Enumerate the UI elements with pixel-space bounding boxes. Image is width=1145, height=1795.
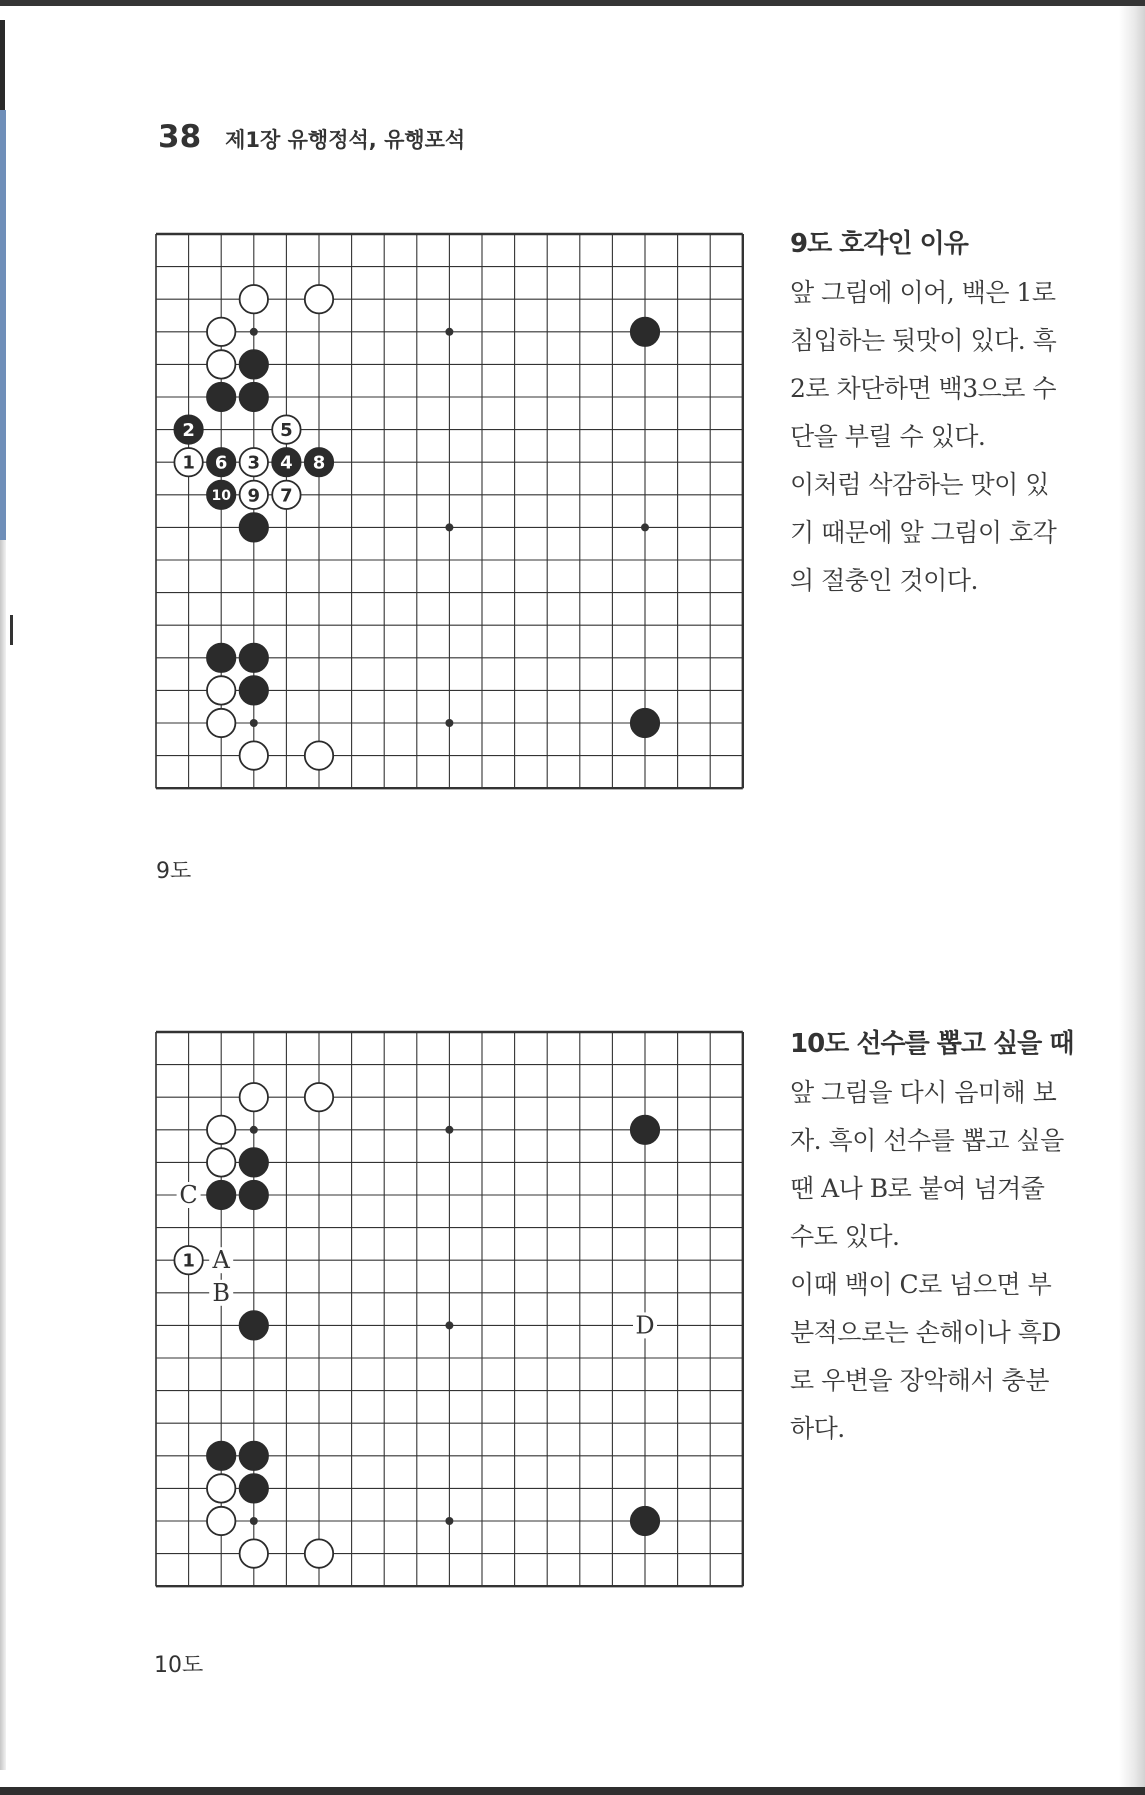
- body-line: 땐 A나 B로 붙여 넘겨줄: [790, 1174, 1045, 1203]
- star-point: [445, 1126, 453, 1134]
- black-stone: [631, 1507, 659, 1535]
- body-line: 자. 흑이 선수를 뽑고 싶을: [790, 1126, 1064, 1155]
- body-line: 2로 차단하면 백3으로 수: [790, 374, 1057, 403]
- black-stone: [631, 1116, 659, 1144]
- go-board-diagram-10: [150, 1026, 749, 1592]
- move-number-label: 9: [247, 485, 261, 507]
- page-top-edge: [0, 0, 1145, 6]
- coordinate-label: A: [212, 1246, 230, 1275]
- move-number-label: 2: [182, 420, 195, 442]
- black-stone: [207, 1442, 235, 1470]
- book-gutter: [0, 540, 6, 1770]
- diagram-10-text: [790, 1023, 1120, 1453]
- star-point: [445, 1517, 453, 1525]
- page-right-edge: [1119, 6, 1145, 1787]
- black-stone: [240, 1442, 268, 1470]
- coordinate-label: D: [635, 1311, 655, 1340]
- white-stone: [305, 741, 333, 769]
- chapter-title: 제1장 유행정석, 유행포석: [225, 128, 466, 152]
- page-number: 38: [158, 119, 202, 155]
- body-line: 앞 그림을 다시 음미해 보: [790, 1078, 1057, 1107]
- body-line: 의 절충인 것이다.: [790, 566, 978, 595]
- move-number-label: 8: [312, 452, 326, 474]
- body-line: 이때 백이 C로 넘으면 부: [790, 1270, 1052, 1299]
- white-stone: [305, 285, 333, 313]
- white-stone: [240, 1083, 268, 1111]
- diagram-9-caption: 9도: [156, 859, 192, 884]
- black-stone: [240, 513, 268, 541]
- black-stone: [240, 676, 268, 704]
- white-stone: [207, 350, 235, 378]
- move-number-label: 5: [280, 420, 293, 442]
- body-line: 하다.: [790, 1414, 845, 1443]
- book-spine-shadow: [0, 20, 5, 110]
- star-point: [250, 1517, 258, 1525]
- body-line: 기 때문에 앞 그림이 호각: [790, 518, 1057, 547]
- star-point: [445, 719, 453, 727]
- white-stone: [240, 1539, 268, 1567]
- black-stone: [207, 644, 235, 672]
- star-point: [445, 328, 453, 336]
- black-stone: [240, 1148, 268, 1176]
- white-stone: [240, 285, 268, 313]
- white-stone: [207, 709, 235, 737]
- star-point: [250, 328, 258, 336]
- move-number-label: 4: [280, 452, 293, 474]
- star-point: [250, 1126, 258, 1134]
- black-stone: [240, 644, 268, 672]
- black-stone: [631, 318, 659, 346]
- gutter-mark: [10, 615, 13, 645]
- black-stone: [240, 1181, 268, 1209]
- white-stone: [207, 1116, 235, 1144]
- star-point: [250, 719, 258, 727]
- diagram-9-text: [790, 223, 1120, 605]
- move-number-label: 3: [247, 452, 261, 474]
- white-stone: [207, 1148, 235, 1176]
- white-stone: [305, 1083, 333, 1111]
- body-line: 침입하는 뒷맛이 있다. 흑: [790, 326, 1057, 355]
- star-point: [641, 523, 649, 531]
- star-point: [445, 523, 453, 531]
- white-stone: [207, 318, 235, 346]
- move-number-label: 1: [182, 452, 195, 474]
- running-head: [158, 119, 465, 155]
- black-stone: [207, 383, 235, 411]
- diagram-10-caption: 10도: [154, 1653, 204, 1678]
- star-point: [445, 1321, 453, 1329]
- coordinate-label: B: [212, 1278, 231, 1307]
- body-line: 분적으로는 손해이나 흑D: [790, 1318, 1061, 1347]
- white-stone: [207, 1474, 235, 1502]
- body-line: 수도 있다.: [790, 1222, 900, 1251]
- coordinate-label: C: [179, 1181, 198, 1209]
- body-line: 이처럼 삭감하는 맛이 있: [790, 470, 1049, 499]
- white-stone: [207, 1507, 235, 1535]
- book-spine-edge: [0, 110, 6, 540]
- go-board-diagram-9: [150, 228, 749, 794]
- black-stone: [240, 1311, 268, 1339]
- move-number-label: 1: [182, 1250, 195, 1272]
- white-stone: [240, 741, 268, 769]
- diagram-10-title: 10도 선수를 뽑고 싶을 때: [790, 1029, 1074, 1059]
- black-stone: [240, 1474, 268, 1502]
- move-number-label: 6: [214, 452, 228, 474]
- move-number-label: 7: [280, 485, 293, 507]
- white-stone: [305, 1539, 333, 1567]
- body-line: 단을 부릴 수 있다.: [790, 422, 986, 451]
- body-line: 로 우변을 장악해서 충분: [790, 1366, 1049, 1395]
- body-line: 앞 그림에 이어, 백은 1로: [790, 278, 1056, 307]
- diagram-9-title: 9도 호각인 이유: [790, 229, 968, 259]
- white-stone: [207, 676, 235, 704]
- move-number-label: 10: [211, 487, 231, 504]
- page-bottom-edge: [0, 1787, 1145, 1795]
- black-stone: [240, 383, 268, 411]
- black-stone: [240, 350, 268, 378]
- black-stone: [631, 709, 659, 737]
- black-stone: [207, 1181, 235, 1209]
